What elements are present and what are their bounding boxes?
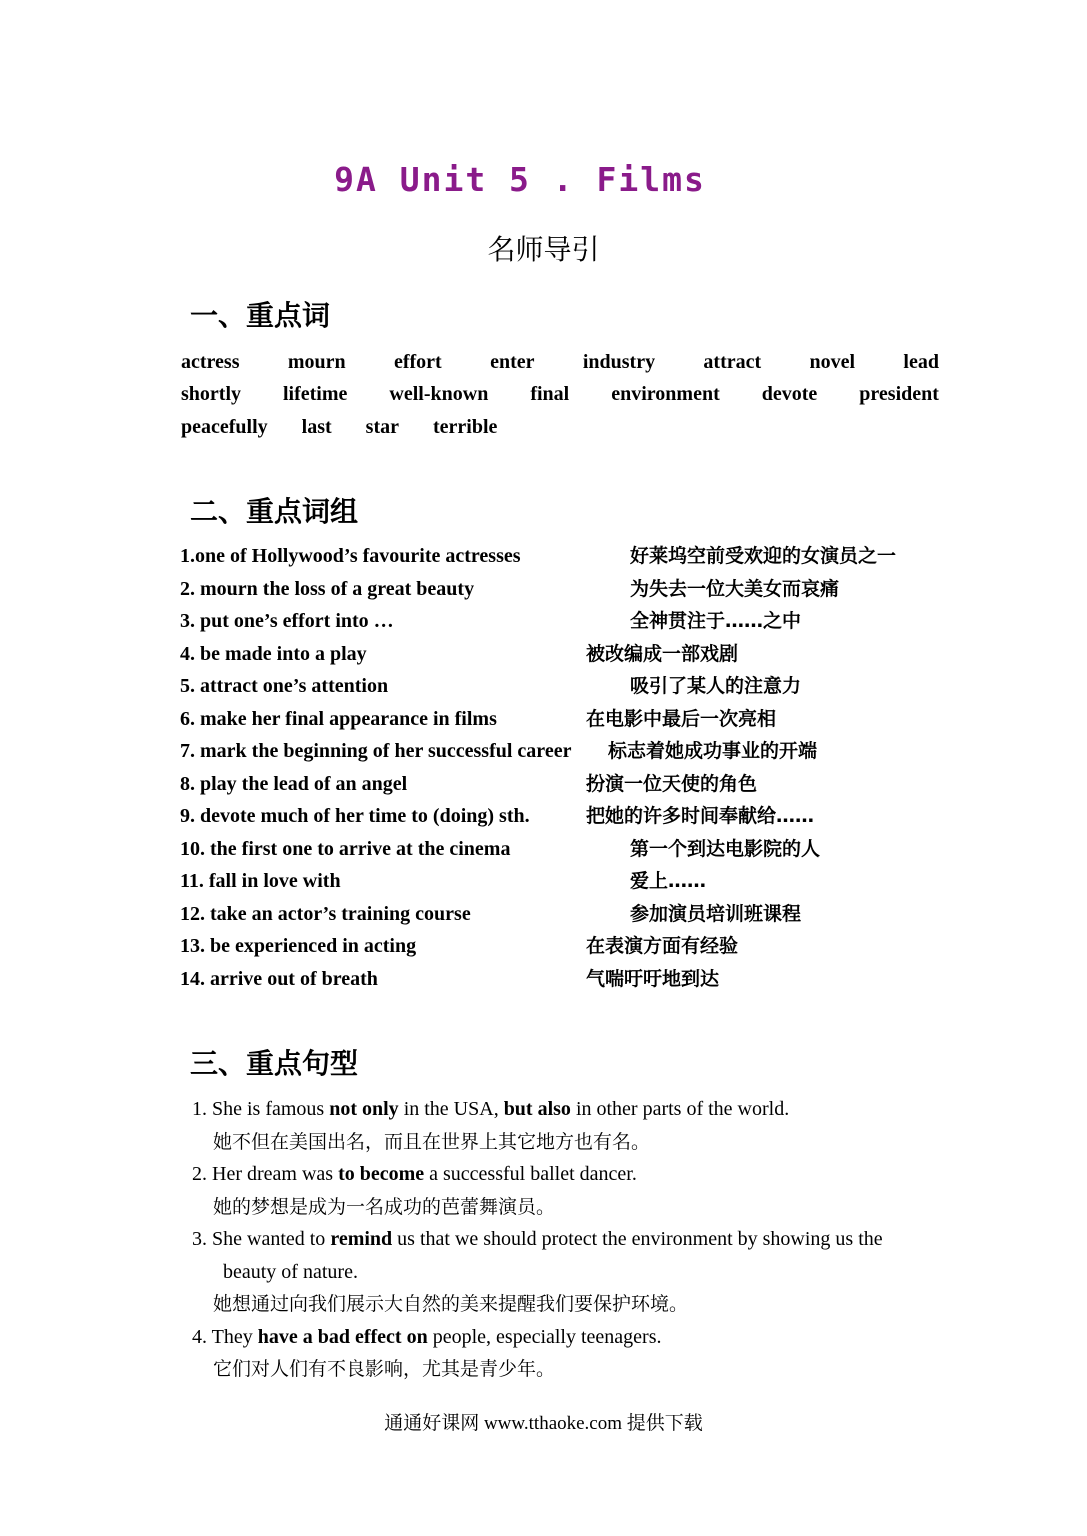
word: industry <box>582 350 656 373</box>
phrase-chinese: 参加演员培训班课程 <box>630 902 802 925</box>
section-heading-words: 一、重点词 <box>190 299 331 332</box>
word-row <box>181 346 939 379</box>
word: star <box>365 415 399 438</box>
word-row <box>181 411 939 444</box>
word-row <box>181 379 939 412</box>
phrase-english: 3. put one’s effort into … <box>180 610 394 632</box>
phrase-english: 12. take an actor’s training course <box>180 902 471 925</box>
sentence-text: 2. Her dream was <box>192 1163 339 1185</box>
word: environment <box>611 383 720 406</box>
page-footer: 通通好课网 www.tthaoke.com 提供下载 <box>384 1413 703 1434</box>
sentence-text: 1. She is famous <box>192 1098 330 1120</box>
phrase-english: 11. fall in love with <box>180 870 341 892</box>
sentence-text: in the USA, <box>398 1098 504 1120</box>
sentence-text: us that we should protect the environment by showing us the <box>392 1228 883 1250</box>
word: lifetime <box>283 383 348 406</box>
sentence-keyword: have a bad effect on <box>257 1325 428 1348</box>
word: actress <box>181 350 240 373</box>
phrase-english: 1.one of Hollywood’s favourite actresses <box>180 545 521 567</box>
word: effort <box>393 350 442 373</box>
phrase-chinese: 气喘吁吁地到达 <box>586 967 720 990</box>
word: terrible <box>432 415 498 438</box>
phrase-english: 9. devote much of her time to (doing) sth. <box>180 805 530 827</box>
word: shortly <box>181 383 241 406</box>
sentence-english <box>192 1223 952 1256</box>
sentence-chinese: 她想通过向我们展示大自然的美来提醒我们要保护环境。 <box>213 1293 689 1315</box>
phrase-english: 14. arrive out of breath <box>180 967 378 990</box>
phrase-chinese: 吸引了某人的注意力 <box>630 675 802 697</box>
sentence-text: 3. She wanted to <box>192 1228 331 1250</box>
phrase-row <box>180 735 960 768</box>
word: mourn <box>287 350 346 373</box>
phrase-english: 5. attract one’s attention <box>180 675 389 697</box>
sentence-english <box>192 1093 952 1126</box>
word: last <box>301 415 332 438</box>
phrase-row <box>180 703 960 736</box>
phrase-english: 7. mark the beginning of her successful career <box>180 740 572 762</box>
phrase-chinese: 爱上…… <box>630 870 707 892</box>
phrase-row <box>180 833 960 866</box>
key-phrases-list <box>180 540 960 995</box>
phrase-english: 8. play the lead of an angel <box>180 772 408 795</box>
phrase-chinese: 第一个到达电影院的人 <box>630 837 821 860</box>
phrase-english: 10. the first one to arrive at the cinema <box>180 837 511 860</box>
phrase-chinese: 扮演一位天使的角色 <box>586 772 758 795</box>
phrase-row <box>180 540 960 573</box>
phrase-chinese: 全神贯注于……之中 <box>630 610 802 632</box>
sentence-chinese: 它们对人们有不良影响，尤其是青少年。 <box>213 1358 556 1380</box>
phrase-row <box>180 865 960 898</box>
phrase-chinese: 把她的许多时间奉献给…… <box>586 805 815 827</box>
sentence-chinese: 她不但在美国出名，而且在世界上其它地方也有名。 <box>213 1130 651 1153</box>
sentence-keyword: to become <box>338 1163 425 1185</box>
section-heading-sentences: 三、重点句型 <box>190 1047 359 1080</box>
sentence-english <box>192 1158 952 1191</box>
phrase-row <box>180 605 960 638</box>
phrase-row <box>180 670 960 703</box>
page-subtitle: 名师导引 <box>487 233 600 266</box>
phrase-chinese: 被改编成一部戏剧 <box>586 642 739 665</box>
section-heading-phrases: 二、重点词组 <box>190 495 359 528</box>
phrase-english: 2. mourn the loss of a great beauty <box>180 577 475 600</box>
key-sentences-list <box>192 1093 952 1386</box>
phrase-english: 13. be experienced in acting <box>180 935 417 957</box>
word: lead <box>903 350 939 373</box>
sentence-english-continued: beauty of nature. <box>223 1260 358 1283</box>
phrase-row <box>180 768 960 801</box>
word: novel <box>809 350 856 373</box>
phrase-row <box>180 963 960 996</box>
phrase-row <box>180 800 960 833</box>
phrase-row <box>180 638 960 671</box>
phrase-chinese: 为失去一位大美女而哀痛 <box>630 577 840 600</box>
phrase-chinese: 标志着她成功事业的开端 <box>608 740 818 762</box>
phrase-english: 4. be made into a play <box>180 642 367 665</box>
sentence-english <box>192 1321 952 1354</box>
sentence-keyword: not only <box>329 1098 399 1120</box>
phrase-row <box>180 898 960 931</box>
sentence-keyword: but also <box>503 1098 571 1120</box>
sentence-keyword: remind <box>330 1228 393 1250</box>
key-words-list <box>181 346 939 444</box>
word: president <box>859 383 939 406</box>
phrase-row <box>180 573 960 606</box>
sentence-text: in other parts of the world. <box>570 1098 790 1120</box>
phrase-chinese: 好莱坞空前受欢迎的女演员之一 <box>630 545 897 567</box>
word: enter <box>490 350 535 373</box>
word: well-known <box>389 383 489 406</box>
sentence-text: people, especially teenagers. <box>427 1325 662 1348</box>
word: final <box>530 383 570 406</box>
phrase-english: 6. make her final appearance in films <box>180 707 497 730</box>
word: attract <box>703 350 762 373</box>
phrase-chinese: 在电影中最后一次亮相 <box>586 707 777 730</box>
page-title: 9A Unit 5 . Films <box>334 160 706 199</box>
phrase-row <box>180 930 960 963</box>
word: peacefully <box>181 415 268 438</box>
sentence-text: a successful ballet dancer. <box>424 1163 637 1185</box>
word: devote <box>761 383 818 406</box>
phrase-chinese: 在表演方面有经验 <box>586 935 739 957</box>
sentence-chinese: 她的梦想是成为一名成功的芭蕾舞演员。 <box>213 1195 556 1218</box>
sentence-text: 4. They <box>192 1325 258 1348</box>
